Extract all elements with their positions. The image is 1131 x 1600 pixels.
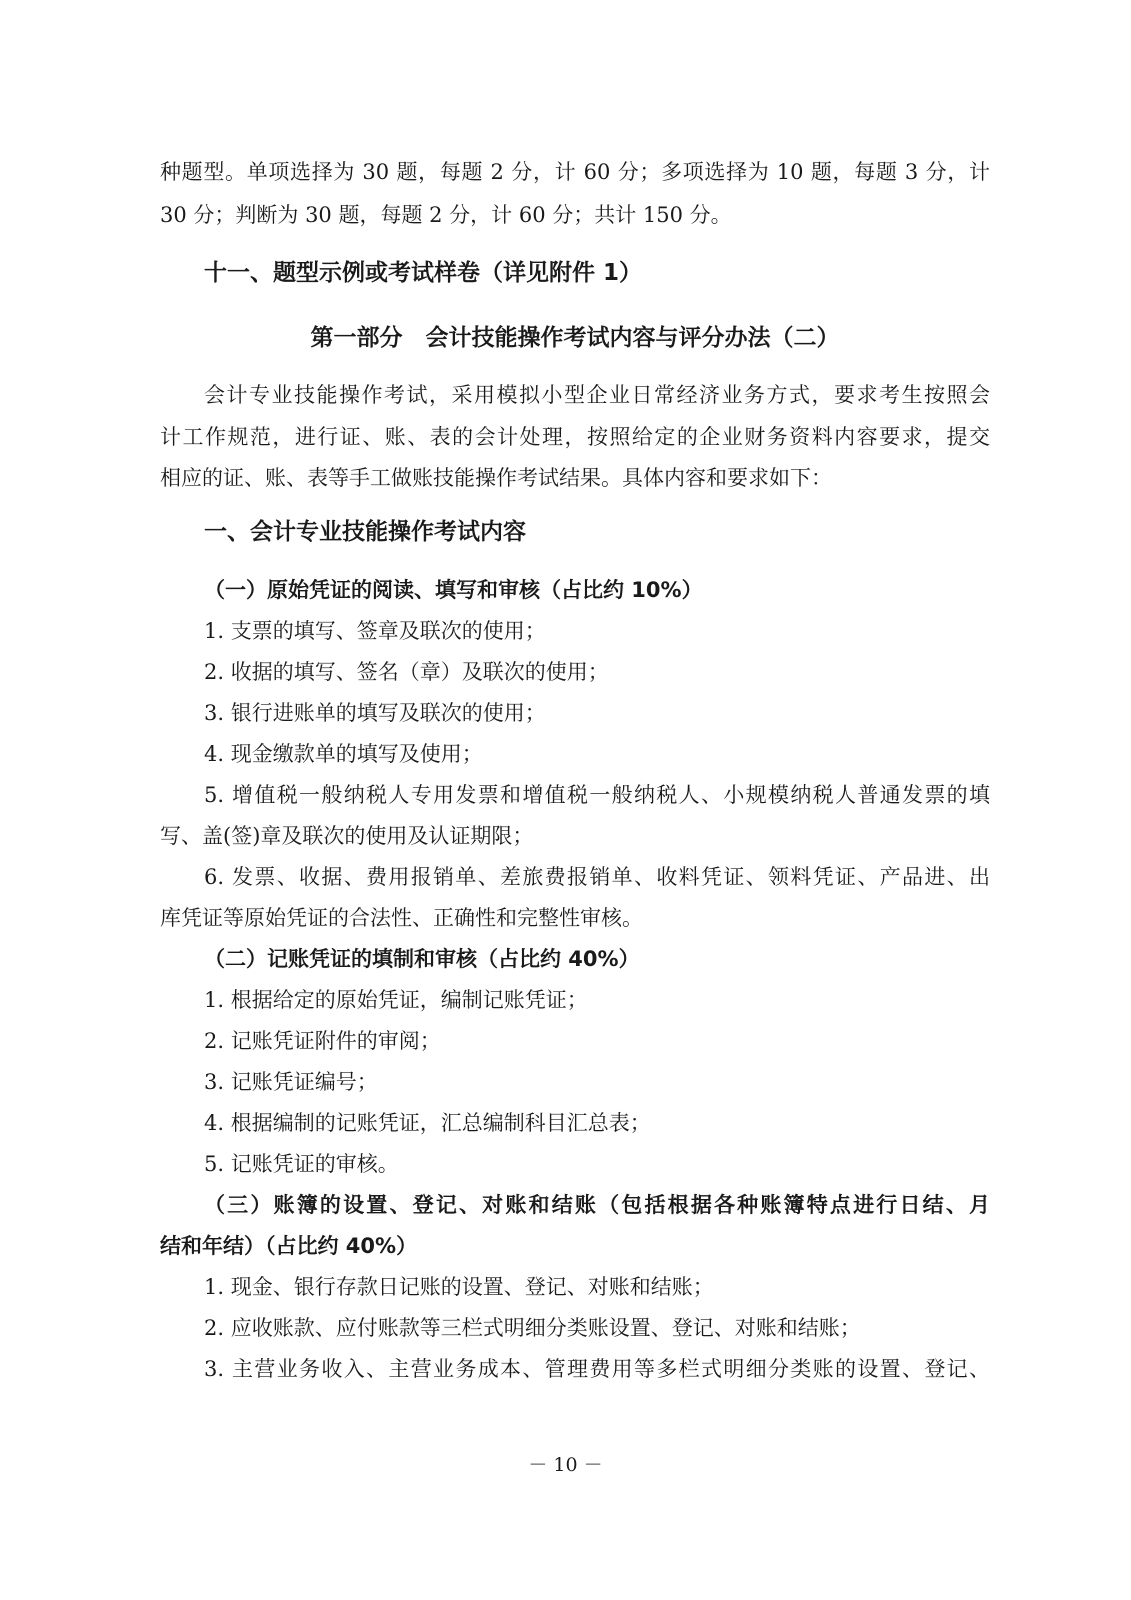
list-item: 5. 记账凭证的审核。 (204, 1152, 399, 1176)
list-item: 1. 支票的填写、签章及联次的使用； (204, 619, 546, 643)
subsection-heading-continuation: 结和年结）（占比约 40%） (160, 1234, 418, 1258)
paragraph-line: 相应的证、账、表等手工做账技能操作考试结果。具体内容和要求如下： (160, 466, 832, 490)
paragraph-line: 30 分；判断为 30 题，每题 2 分，计 60 分；共计 150 分。 (160, 203, 732, 227)
section-heading: 十一、题型示例或考试样卷（详见附件 1） (204, 260, 643, 286)
page-number: － 10 － (528, 1454, 603, 1476)
list-item: 3. 银行进账单的填写及联次的使用； (204, 701, 546, 725)
list-item: 4. 根据编制的记账凭证，汇总编制科目汇总表； (204, 1111, 651, 1135)
list-item: 6. 发票、收据、费用报销单、差旅费报销单、收料凭证、领料凭证、产品进、出 (204, 865, 990, 889)
subsection-heading: （二）记账凭证的填制和审核（占比约 40%） (204, 947, 640, 971)
list-item: 3. 主营业务收入、主营业务成本、管理费用等多栏式明细分类账的设置、登记、 (204, 1357, 990, 1381)
list-item: 2. 收据的填写、签名（章）及联次的使用； (204, 660, 609, 684)
subsection-heading: （一）原始凭证的阅读、填写和审核（占比约 10%） (204, 578, 703, 602)
paragraph-line: 种题型。单项选择为 30 题，每题 2 分，计 60 分；多项选择为 10 题，每题 3 分，计 (160, 160, 990, 184)
list-item: 1. 现金、银行存款日记账的设置、登记、对账和结账； (204, 1275, 714, 1299)
list-item-continuation: 库凭证等原始凭证的合法性、正确性和完整性审核。 (160, 906, 643, 930)
list-item: 2. 记账凭证附件的审阅； (204, 1029, 441, 1053)
paragraph-line: 计工作规范，进行证、账、表的会计处理，按照给定的企业财务资料内容要求，提交 (160, 425, 990, 449)
list-item-continuation: 写、盖(签)章及联次的使用及认证期限； (160, 824, 534, 848)
paragraph-line: 会计专业技能操作考试，采用模拟小型企业日常经济业务方式，要求考生按照会 (204, 383, 990, 407)
list-item: 2. 应收账款、应付账款等三栏式明细分类账设置、登记、对账和结账； (204, 1316, 861, 1340)
list-item: 3. 记账凭证编号； (204, 1070, 378, 1094)
part-title: 第一部分 会计技能操作考试内容与评分办法（二） (310, 325, 840, 351)
list-item: 5. 增值税一般纳税人专用发票和增值税一般纳税人、小规模纳税人普通发票的填 (204, 783, 990, 807)
subsection-heading: （三）账簿的设置、登记、对账和结账（包括根据各种账簿特点进行日结、月 (204, 1193, 990, 1217)
list-item: 4. 现金缴款单的填写及使用； (204, 742, 483, 766)
section-heading: 一、会计专业技能操作考试内容 (204, 519, 526, 545)
list-item: 1. 根据给定的原始凭证，编制记账凭证； (204, 988, 588, 1012)
